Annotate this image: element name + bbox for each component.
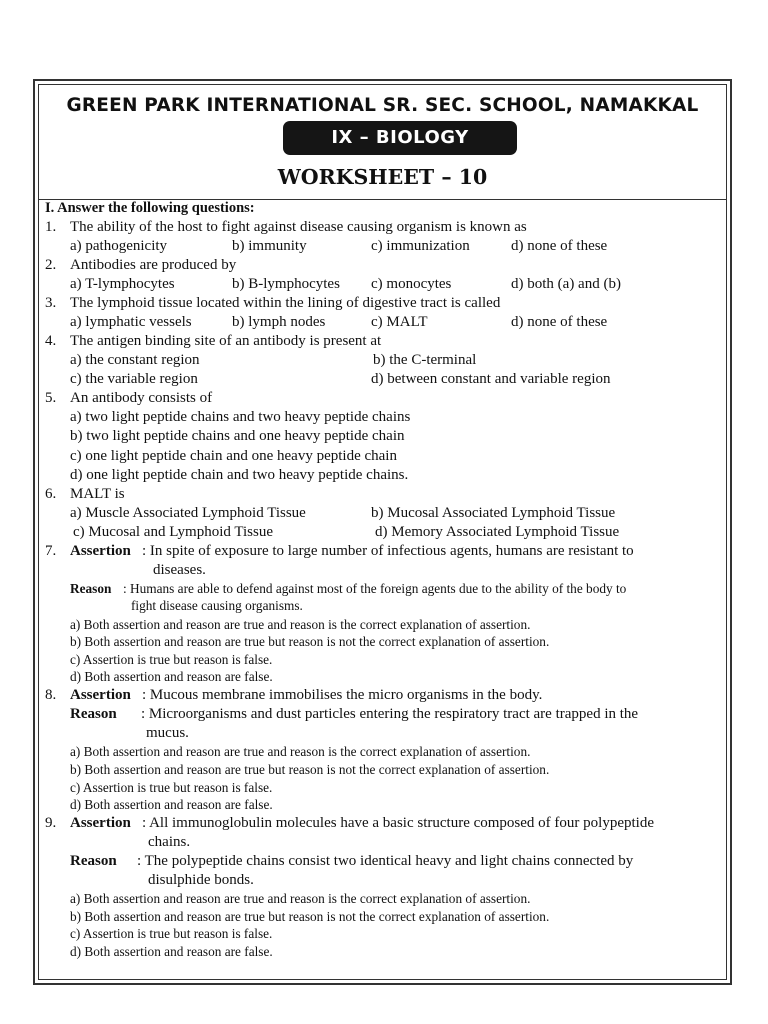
option: b) Both assertion and reason are true but reason is not the correct explanation of assertion. [70,762,550,777]
question-number: 4. [45,333,57,349]
reason-text: mucus. [146,725,189,741]
question-text: The ability of the host to fight against disease causing organism is known as [70,219,527,235]
option: d) Both assertion and reason are false. [70,797,273,812]
option: c) Assertion is true but reason is false. [70,780,273,795]
question-number: 5. [45,390,57,406]
option: a) the constant region [70,352,200,368]
section-title: I. Answer the following questions: [45,200,255,216]
reason-text: : Microorganisms and dust particles entering the respiratory tract are trapped in the [141,706,639,722]
question-text: The antigen binding site of an antibody is present at [70,333,382,349]
reason-text: disulphide bonds. [148,872,254,888]
option: b) lymph nodes [232,314,326,330]
option: d) none of these [511,238,608,254]
option: b) B-lymphocytes [232,276,340,292]
question-text: MALT is [70,486,125,502]
option: a) pathogenicity [70,238,168,254]
option: c) monocytes [371,276,452,292]
option: c) the variable region [70,371,198,387]
question-number: 1. [45,219,57,235]
assertion-text: chains. [148,834,191,850]
option: d) between constant and variable region [371,371,611,387]
option: c) immunization [371,238,470,254]
option: c) Assertion is true but reason is false. [70,652,273,667]
assertion-text: : In spite of exposure to large number of infectious agents, humans are resistant to [142,543,634,559]
option: a) lymphatic vessels [70,314,192,330]
option: a) Both assertion and reason are true and reason is the correct explanation of assertion. [70,891,531,906]
question-text: Antibodies are produced by [70,257,237,273]
option: a) two light peptide chains and two heavy peptide chains [70,409,411,425]
subject-badge: IX – BIOLOGY [283,121,517,155]
question-number: 7. [45,543,57,559]
question-number: 9. [45,815,57,831]
option: a) Both assertion and reason are true and reason is the correct explanation of assertion. [70,617,531,632]
worksheet-title: WORKSHEET – 10 [277,165,488,189]
assertion-text: : All immunoglobulin molecules have a basic structure composed of four polypeptide [142,815,654,831]
question-number: 3. [45,295,57,311]
reason-text: fight disease causing organisms. [131,598,303,613]
option: c) Assertion is true but reason is false. [70,926,273,941]
question-number: 6. [45,486,57,502]
option: d) both (a) and (b) [511,276,621,292]
reason-text: : Humans are able to defend against most of the foreign agents due to the ability of the body to [123,581,627,596]
assertion-label: Assertion [70,815,131,831]
option: a) Both assertion and reason are true and reason is the correct explanation of assertion. [70,744,531,759]
option: b) Mucosal Associated Lymphoid Tissue [371,505,616,521]
reason-text: : The polypeptide chains consist two identical heavy and light chains connected by [137,853,634,869]
reason-label: Reason [70,706,117,722]
option: a) T-lymphocytes [70,276,175,292]
option: c) one light peptide chain and one heavy peptide chain [70,448,397,464]
worksheet-frame [38,84,727,980]
worksheet-page [33,79,732,985]
option: b) immunity [232,238,307,254]
option: b) two light peptide chains and one heavy peptide chain [70,428,405,444]
option: d) Both assertion and reason are false. [70,669,273,684]
option: d) none of these [511,314,608,330]
option: b) Both assertion and reason are true but reason is not the correct explanation of assertion. [70,909,550,924]
option: b) Both assertion and reason are true but reason is not the correct explanation of assertion. [70,634,550,649]
reason-label: Reason [70,853,117,869]
worksheet-header [39,85,726,200]
option: a) Muscle Associated Lymphoid Tissue [70,505,306,521]
assertion-label: Assertion [70,543,131,559]
option: d) one light peptide chain and two heavy peptide chains. [70,467,409,483]
option: c) MALT [371,314,428,330]
assertion-label: Assertion [70,687,131,703]
assertion-text: diseases. [153,562,206,578]
assertion-text: : Mucous membrane immobilises the micro organisms in the body. [142,687,543,703]
question-text: The lymphoid tissue located within the lining of digestive tract is called [70,295,501,311]
option: d) Memory Associated Lymphoid Tissue [375,524,620,540]
question-number: 2. [45,257,57,273]
school-name: GREEN PARK INTERNATIONAL SR. SEC. SCHOOL, NAMAKKAL [66,95,699,116]
option: d) Both assertion and reason are false. [70,944,273,959]
question-text: An antibody consists of [70,390,213,406]
reason-label: Reason [70,581,112,596]
question-number: 8. [45,687,57,703]
option: b) the C-terminal [373,352,477,368]
option: c) Mucosal and Lymphoid Tissue [73,524,274,540]
